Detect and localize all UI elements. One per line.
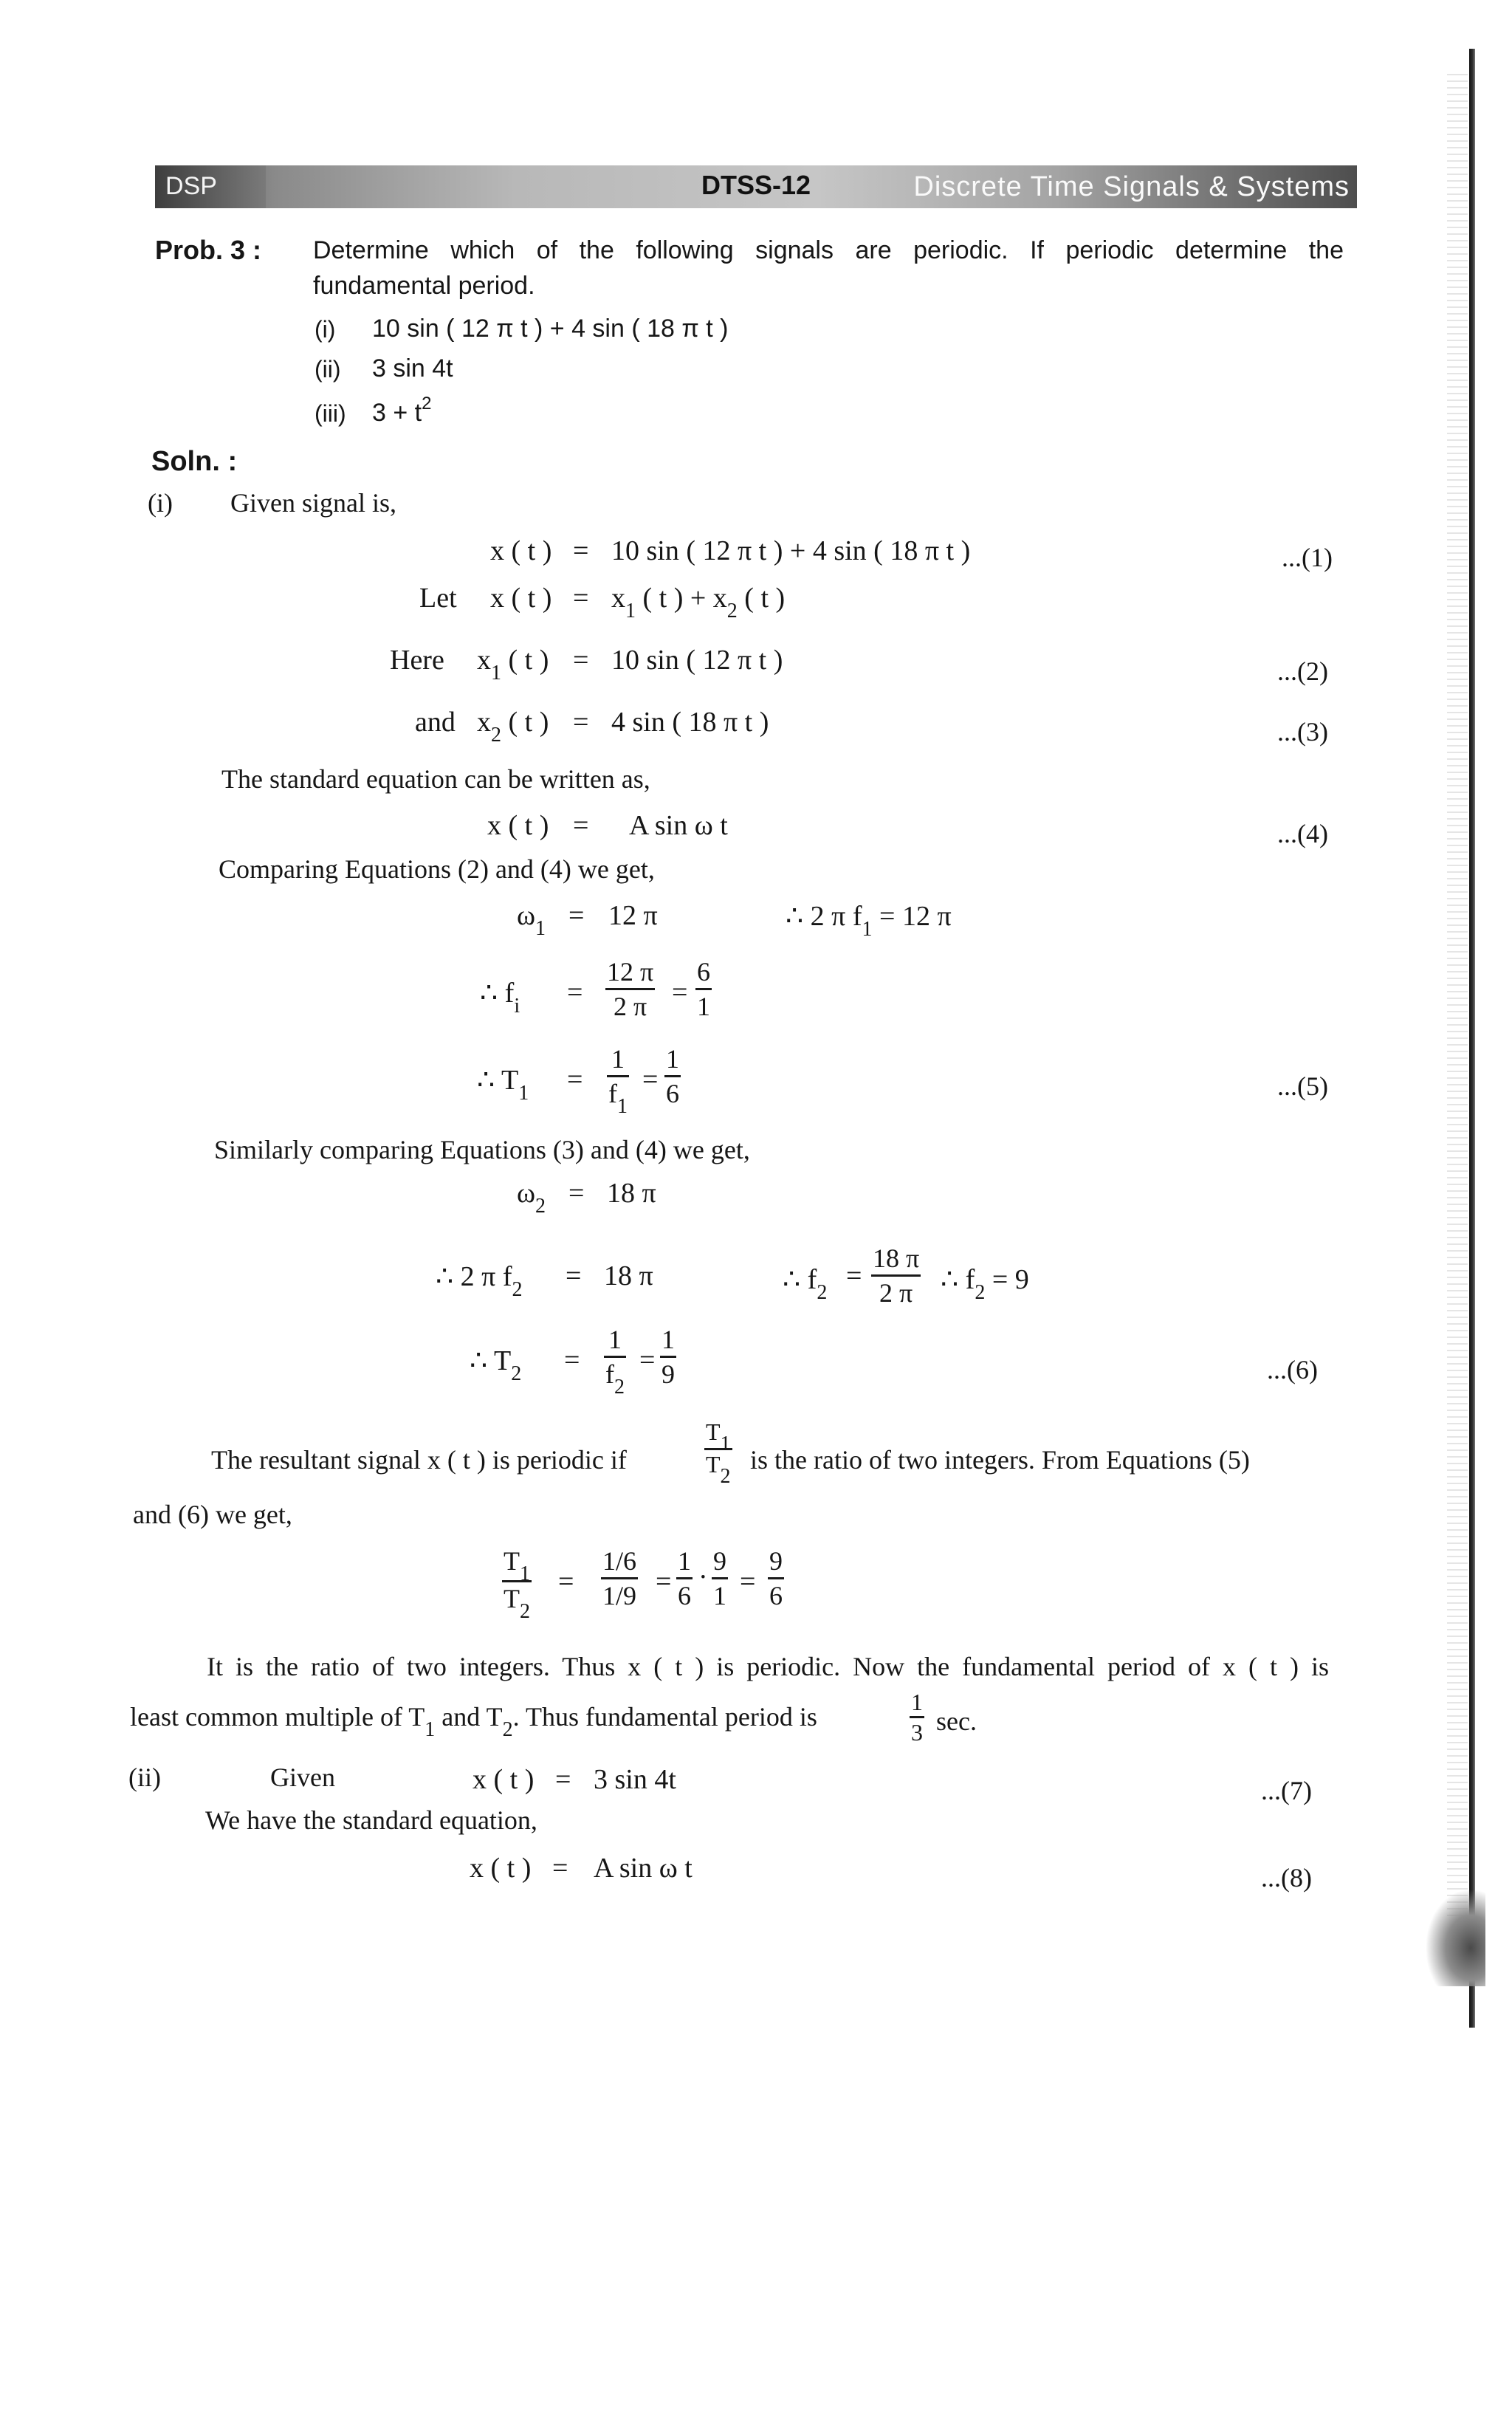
equation-lhs	[470, 1344, 522, 1385]
header-chapter-title: Discrete Time Signals & Systems	[913, 171, 1350, 202]
equation-equals: =	[573, 707, 589, 738]
solution-label: Soln. :	[151, 446, 238, 477]
conclusion-text: sec.	[936, 1706, 977, 1736]
equation-lhs	[517, 899, 546, 940]
equation-number: ...(8)	[1261, 1863, 1312, 1892]
fraction-denominator	[604, 1359, 626, 1399]
fraction-denominator: 6	[769, 1581, 783, 1610]
fraction-numerator: 9	[769, 1546, 783, 1576]
problem-item-expression: 3 sin 4t	[372, 354, 453, 382]
equation-equals: =	[568, 900, 585, 931]
equation-equals: =	[558, 1566, 574, 1597]
problem-label: Prob. 3 :	[155, 235, 262, 265]
part-number: (ii)	[128, 1763, 161, 1792]
equation-equals: =	[639, 1345, 656, 1376]
equation-equals: =	[672, 977, 688, 1008]
fraction	[664, 1044, 681, 1108]
lhs-subscript: 2	[511, 1362, 522, 1385]
den-subscript: 1	[617, 1095, 628, 1118]
problem-text-line1: Determine which of the following signals are periodic. If periodic determine the	[313, 236, 1344, 264]
equation-equals: =	[573, 583, 589, 614]
equation-equals: =	[656, 1566, 672, 1597]
fraction	[910, 1689, 924, 1745]
equation-equals: =	[567, 1064, 583, 1095]
fraction-numerator	[502, 1546, 532, 1585]
page-binding-shadow	[1447, 74, 1468, 1920]
fraction-denominator: 2 π	[614, 992, 647, 1021]
equation-number: ...(3)	[1277, 717, 1328, 747]
side-equation	[783, 1263, 828, 1304]
equation-number: ...(2)	[1277, 656, 1328, 686]
fraction	[660, 1325, 676, 1389]
fraction-numerator: 18 π	[873, 1243, 920, 1273]
equation-rhs: A sin ω t	[594, 1853, 693, 1884]
side-part: = 12 π	[872, 901, 952, 932]
fraction-bar	[660, 1356, 676, 1358]
problem-item-expression	[372, 394, 432, 428]
den-subscript: 2	[520, 1600, 530, 1623]
fraction-numerator: 6	[697, 957, 710, 986]
lhs-subscript: 2	[535, 1195, 546, 1218]
side-part: ∴ 2 π f	[786, 901, 862, 932]
comparing-text: Comparing Equations (2) and (4) we get,	[219, 854, 655, 884]
page-binding-blot	[1426, 1890, 1485, 1986]
part-number: (i)	[148, 488, 173, 518]
den-subscript: 2	[614, 1376, 625, 1399]
fraction-bar	[604, 1356, 626, 1358]
fraction-denominator: 6	[678, 1581, 691, 1610]
equation-rhs	[611, 582, 786, 622]
fraction	[712, 1546, 728, 1610]
lhs-part: ∴ f	[480, 978, 515, 1009]
equation-equals: =	[552, 1853, 568, 1884]
text-part: least common multiple of T	[130, 1702, 425, 1732]
equation-equals: =	[568, 1178, 585, 1209]
num-part: T	[706, 1418, 721, 1445]
num-part: T	[504, 1546, 520, 1576]
fraction-numerator: 1	[608, 1325, 622, 1354]
equation-equals: =	[573, 535, 589, 566]
equation-prefix: Here	[390, 645, 444, 676]
rhs-part: x	[611, 583, 625, 614]
equation-lhs	[477, 644, 549, 684]
given-label: Given	[270, 1763, 335, 1792]
lhs-part: x	[477, 645, 491, 676]
lhs-part: ω	[517, 1178, 536, 1209]
equation-number: ...(6)	[1267, 1355, 1318, 1384]
fraction-numerator: 1	[911, 1689, 923, 1715]
side-equation	[786, 899, 952, 941]
similarly-text: Similarly comparing Equations (3) and (4) we get,	[214, 1135, 750, 1164]
equation-equals: =	[564, 1345, 580, 1376]
equation-number: ...(4)	[1277, 819, 1328, 848]
problem-item-number: (ii)	[315, 356, 341, 382]
equation-rhs: A sin ω t	[629, 810, 728, 841]
fraction-numerator	[704, 1418, 732, 1455]
fraction-bar	[768, 1577, 784, 1579]
part-intro-text: Given signal is,	[230, 488, 396, 518]
equation-lhs: x ( t )	[470, 1853, 532, 1884]
equation-lhs	[436, 1260, 523, 1301]
fraction-bar	[871, 1274, 921, 1277]
side-part: ∴ f	[783, 1264, 817, 1295]
fraction-bar	[664, 1075, 681, 1077]
fraction	[695, 957, 712, 1021]
conclusion-text: It is the ratio of two integers. Thus x ( t ) is periodic. Now the fundamental period of x ( t ) is	[207, 1652, 1329, 1681]
fraction	[704, 1418, 732, 1488]
fraction	[604, 1325, 626, 1399]
lhs-part: ( t )	[501, 707, 549, 738]
equation-number: ...(1)	[1282, 543, 1333, 572]
expr-superscript: 2	[422, 394, 432, 413]
fraction-bar	[607, 1075, 629, 1077]
equation-lhs: x ( t )	[490, 583, 552, 614]
fraction-denominator	[607, 1079, 629, 1118]
fraction-bar	[601, 1577, 638, 1579]
fraction-denominator: 2 π	[879, 1278, 913, 1308]
fraction-bar	[712, 1577, 728, 1579]
lhs-part: ∴ T	[477, 1065, 519, 1096]
fraction-numerator: 1/6	[602, 1546, 637, 1576]
fraction-denominator	[502, 1584, 532, 1623]
fraction	[502, 1546, 532, 1623]
equation-number: ...(5)	[1277, 1071, 1328, 1101]
side-subscript: 1	[862, 918, 873, 941]
num-subscript: 1	[720, 1432, 731, 1455]
fraction-numerator: 1	[611, 1044, 625, 1074]
equation-lhs: x ( t )	[487, 810, 549, 841]
lhs-subscript: 2	[491, 724, 501, 747]
fraction-numerator: 1	[662, 1325, 675, 1354]
lhs-subscript: 1	[535, 917, 546, 940]
equation-equals: =	[573, 645, 589, 676]
equation-lhs	[517, 1177, 546, 1218]
equation-rhs: 10 sin ( 12 π t ) + 4 sin ( 18 π t )	[611, 535, 971, 566]
problem-item-number: (i)	[315, 316, 336, 343]
equation-lhs: x ( t )	[472, 1764, 535, 1795]
den-subscript: 2	[720, 1465, 731, 1488]
equation-number: ...(7)	[1261, 1776, 1312, 1805]
lhs-part: ∴ T	[470, 1345, 512, 1376]
fraction-denominator: 3	[911, 1719, 923, 1746]
den-part: f	[605, 1359, 614, 1389]
equation-equals: =	[846, 1260, 862, 1291]
equation-lhs	[477, 1063, 529, 1105]
resultant-text: is the ratio of two integers. From Equations (5)	[750, 1445, 1250, 1475]
equation-lhs	[477, 706, 549, 747]
text-subscript: 2	[502, 1718, 513, 1741]
rhs-part: ( t ) + x	[636, 583, 727, 614]
equation-rhs: 4 sin ( 18 π t )	[611, 707, 769, 738]
lhs-part: ω	[517, 900, 536, 931]
fraction-numerator: 12 π	[607, 957, 654, 986]
fraction	[768, 1546, 784, 1610]
rhs-part: ( t )	[737, 583, 786, 614]
side-part: ∴ f	[941, 1264, 975, 1295]
den-part: T	[706, 1451, 721, 1478]
equation-rhs: 18 π	[607, 1178, 656, 1209]
den-part: T	[504, 1584, 520, 1613]
fraction	[601, 1546, 638, 1610]
rhs-subscript: 1	[625, 600, 636, 622]
lhs-subscript: 1	[491, 662, 501, 684]
resultant-text: The resultant signal x ( t ) is periodic if	[211, 1445, 627, 1475]
problem-text-line2: fundamental period.	[313, 272, 535, 300]
fraction	[607, 1044, 629, 1118]
lhs-subscript: 1	[518, 1082, 529, 1105]
side-part: = 9	[985, 1264, 1029, 1295]
standard-equation-text: The standard equation can be written as,	[221, 764, 650, 794]
equation-equals: =	[555, 1764, 571, 1795]
fraction-denominator: 9	[662, 1359, 675, 1389]
expr-text: 3 + t	[372, 399, 422, 427]
fraction-numerator: 1	[666, 1044, 679, 1074]
fraction-denominator: 6	[666, 1079, 679, 1108]
fraction	[871, 1243, 921, 1308]
lhs-part: ( t )	[501, 645, 549, 676]
side-subscript: 2	[817, 1281, 828, 1304]
fraction-numerator: 1	[678, 1546, 691, 1576]
fraction-numerator: 9	[713, 1546, 726, 1576]
page-header	[155, 165, 1357, 208]
fraction-denominator: 1/9	[602, 1581, 637, 1610]
equation-equals: =	[573, 810, 589, 841]
side-equation	[941, 1263, 1029, 1304]
fraction-bar	[910, 1716, 924, 1718]
equation-lhs: x ( t )	[490, 535, 552, 566]
fraction-bar	[605, 988, 655, 990]
equation-equals: =	[642, 1064, 659, 1095]
fraction-denominator: 1	[697, 992, 710, 1021]
num-subscript: 1	[520, 1562, 530, 1585]
equation-rhs: 18 π	[604, 1260, 653, 1291]
fraction	[605, 957, 655, 1021]
equation-prefix: and	[415, 707, 456, 738]
problem-item-expression: 10 sin ( 12 π t ) + 4 sin ( 18 π t )	[372, 315, 729, 343]
den-part: f	[608, 1079, 617, 1108]
equation-rhs: 10 sin ( 12 π t )	[611, 645, 783, 676]
fraction-bar	[676, 1577, 693, 1579]
lhs-part: x	[477, 707, 491, 738]
multiplication-dot: ·	[698, 1562, 708, 1593]
equation-lhs	[480, 976, 520, 1018]
header-page-code: DTSS-12	[701, 170, 811, 200]
text-part: and T	[435, 1702, 503, 1732]
fraction-bar	[695, 988, 712, 990]
equation-prefix: Let	[419, 583, 457, 614]
rhs-subscript: 2	[726, 600, 738, 622]
lhs-subscript: 2	[512, 1278, 523, 1301]
text-subscript: 1	[425, 1718, 436, 1741]
text-part: . Thus fundamental period is	[512, 1702, 817, 1732]
fraction-denominator	[704, 1451, 732, 1488]
header-left-label: DSP	[165, 172, 217, 200]
problem-item-number: (iii)	[315, 400, 346, 427]
resultant-text: and (6) we get,	[133, 1500, 292, 1529]
conclusion-text	[130, 1701, 817, 1741]
fraction	[676, 1546, 693, 1610]
lhs-part: ∴ 2 π f	[436, 1261, 512, 1292]
page-binding-line	[1469, 49, 1475, 2028]
lhs-subscript: i	[514, 995, 520, 1018]
side-subscript: 2	[975, 1281, 986, 1304]
equation-equals: =	[566, 1260, 582, 1291]
equation-rhs: 3 sin 4t	[594, 1764, 676, 1795]
equation-equals: =	[740, 1566, 756, 1597]
fraction-denominator: 1	[713, 1581, 726, 1610]
standard-equation-text: We have the standard equation,	[205, 1805, 537, 1835]
equation-rhs: 12 π	[608, 900, 658, 931]
equation-equals: =	[567, 977, 583, 1008]
